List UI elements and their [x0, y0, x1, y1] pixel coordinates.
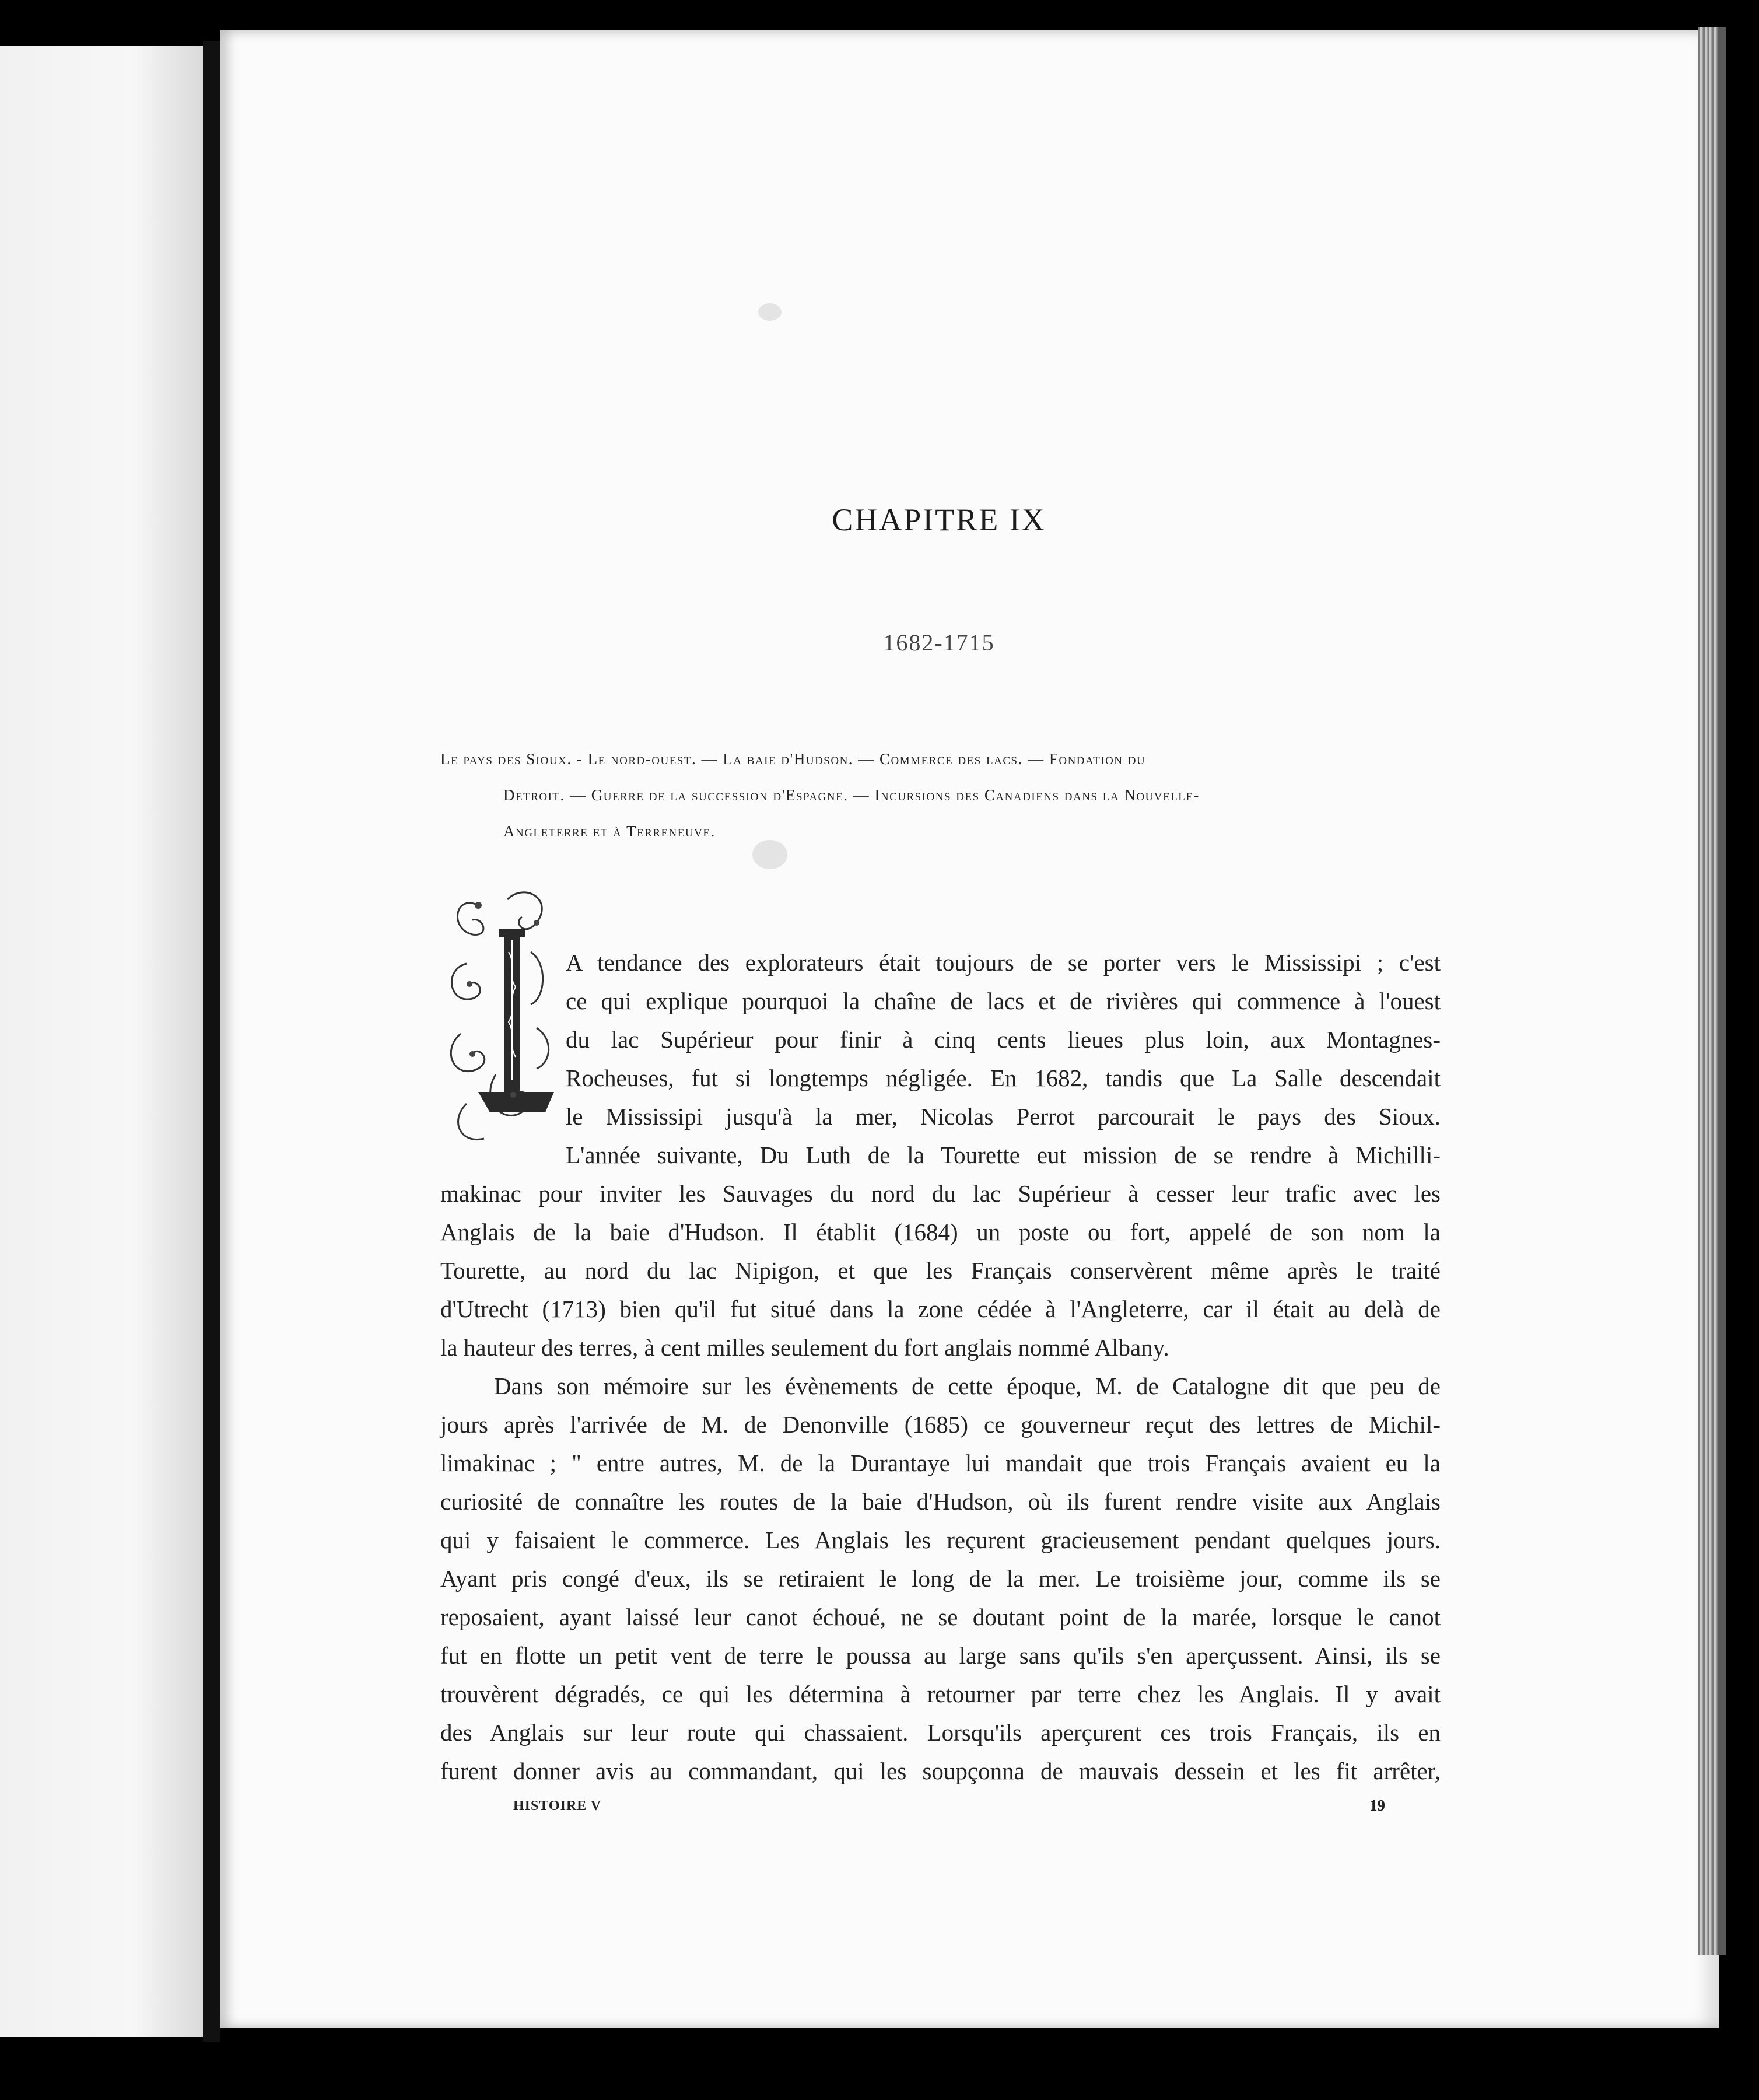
text-line: le Mississipi jusqu'à la mer, Nicolas Perrot parcourait le pays des Sioux. — [566, 1103, 1441, 1130]
page-edges — [1698, 27, 1718, 1955]
chapter-title: CHAPITRE IX — [832, 502, 1046, 537]
text-line: ce qui explique pourquoi la chaîne de lacs et de rivières qui commence à l'ouest — [566, 988, 1441, 1014]
text-line: jours après l'arrivée de M. de Denonville (1685) ce gouverneur reçut des lettres de Michil- — [440, 1411, 1441, 1438]
summary-line: Angleterre et à Terreneuve. — [503, 822, 716, 840]
text-line: L'année suivante, Du Luth de la Tourette eut mission de se rendre à Michilli- — [566, 1142, 1441, 1168]
text-line: trouvèrent dégradés, ce qui les détermina à retourner par terre chez les Anglais. Il y avait — [440, 1681, 1441, 1707]
text-line: Ayant pris congé d'eux, ils se retiraient le long de la mer. Le troisième jour, comme ils se — [440, 1565, 1441, 1592]
text-line: d'Utrecht (1713) bien qu'il fut situé dans la zone cédée à l'Angleterre, car il était au delà de — [440, 1296, 1441, 1322]
text-line: Anglais de la baie d'Hudson. Il établit (1684) un poste ou fort, appelé de son nom la — [440, 1219, 1441, 1245]
left-page — [0, 46, 220, 2037]
paper-smudge — [752, 840, 787, 869]
text-line: reposaient, ayant laissé leur canot échoué, ne se doutant point de la marée, lorsque le canot — [440, 1604, 1441, 1630]
chapter-summary — [440, 741, 1438, 849]
paper-smudge — [758, 303, 782, 321]
text-line: makinac pour inviter les Sauvages du nord du lac Supérieur à cesser leur trafic avec les — [440, 1180, 1441, 1207]
text-line: limakinac ; " entre autres, M. de la Durantaye lui mandait que trois Français avaient eu la — [440, 1450, 1441, 1476]
text-line: Tourette, au nord du lac Nipigon, et que les Français conservèrent même après le traité — [440, 1257, 1441, 1284]
summary-line: Le pays des Sioux. - Le nord-ouest. — La baie d'Hudson. — Commerce des lacs. — Fondation du — [440, 750, 1146, 768]
text-line: fut en flotte un petit vent de terre le poussa au large sans qu'ils s'en aperçussent. Ainsi, ils se — [440, 1642, 1441, 1669]
text-line: qui y faisaient le commerce. Les Anglais les reçurent gracieusement pendant quelques jours. — [440, 1527, 1441, 1553]
summary-line: Detroit. — Guerre de la succession d'Espagne. — Incursions des Canadiens dans la Nouvelle- — [503, 786, 1200, 804]
body-text — [440, 943, 1441, 1790]
text-line: Rocheuses, fut si longtemps négligée. En 1682, tandis que La Salle descendait — [566, 1065, 1441, 1091]
page-edge-shadow — [1718, 27, 1726, 1955]
page-number: 19 — [1369, 1797, 1385, 1814]
text-line: curiosité de connaître les routes de la baie d'Hudson, où ils furent rendre visite aux Anglais — [440, 1488, 1441, 1515]
text-line: Dans son mémoire sur les évènements de cette époque, M. de Catalogne dit que peu de — [494, 1373, 1441, 1399]
text-line: des Anglais sur leur route qui chassaient. Lorsqu'ils aperçurent ces trois Français, ils en — [440, 1719, 1441, 1746]
text-line: A tendance des explorateurs était toujours de se porter vers le Mississipi ; c'est — [566, 949, 1441, 976]
text-line: du lac Supérieur pour finir à cinq cents lieues plus loin, aux Montagnes- — [566, 1026, 1441, 1053]
text-line: la hauteur des terres, à cent milles seulement du fort anglais nommé Albany. — [440, 1334, 1169, 1361]
text-line: furent donner avis au commandant, qui les soupçonna de mauvais dessein et les fit arrêter, — [440, 1758, 1441, 1784]
book-spine — [203, 41, 220, 2042]
chapter-dates: 1682-1715 — [883, 629, 995, 656]
signature-mark: HISTOIRE V — [513, 1798, 602, 1814]
